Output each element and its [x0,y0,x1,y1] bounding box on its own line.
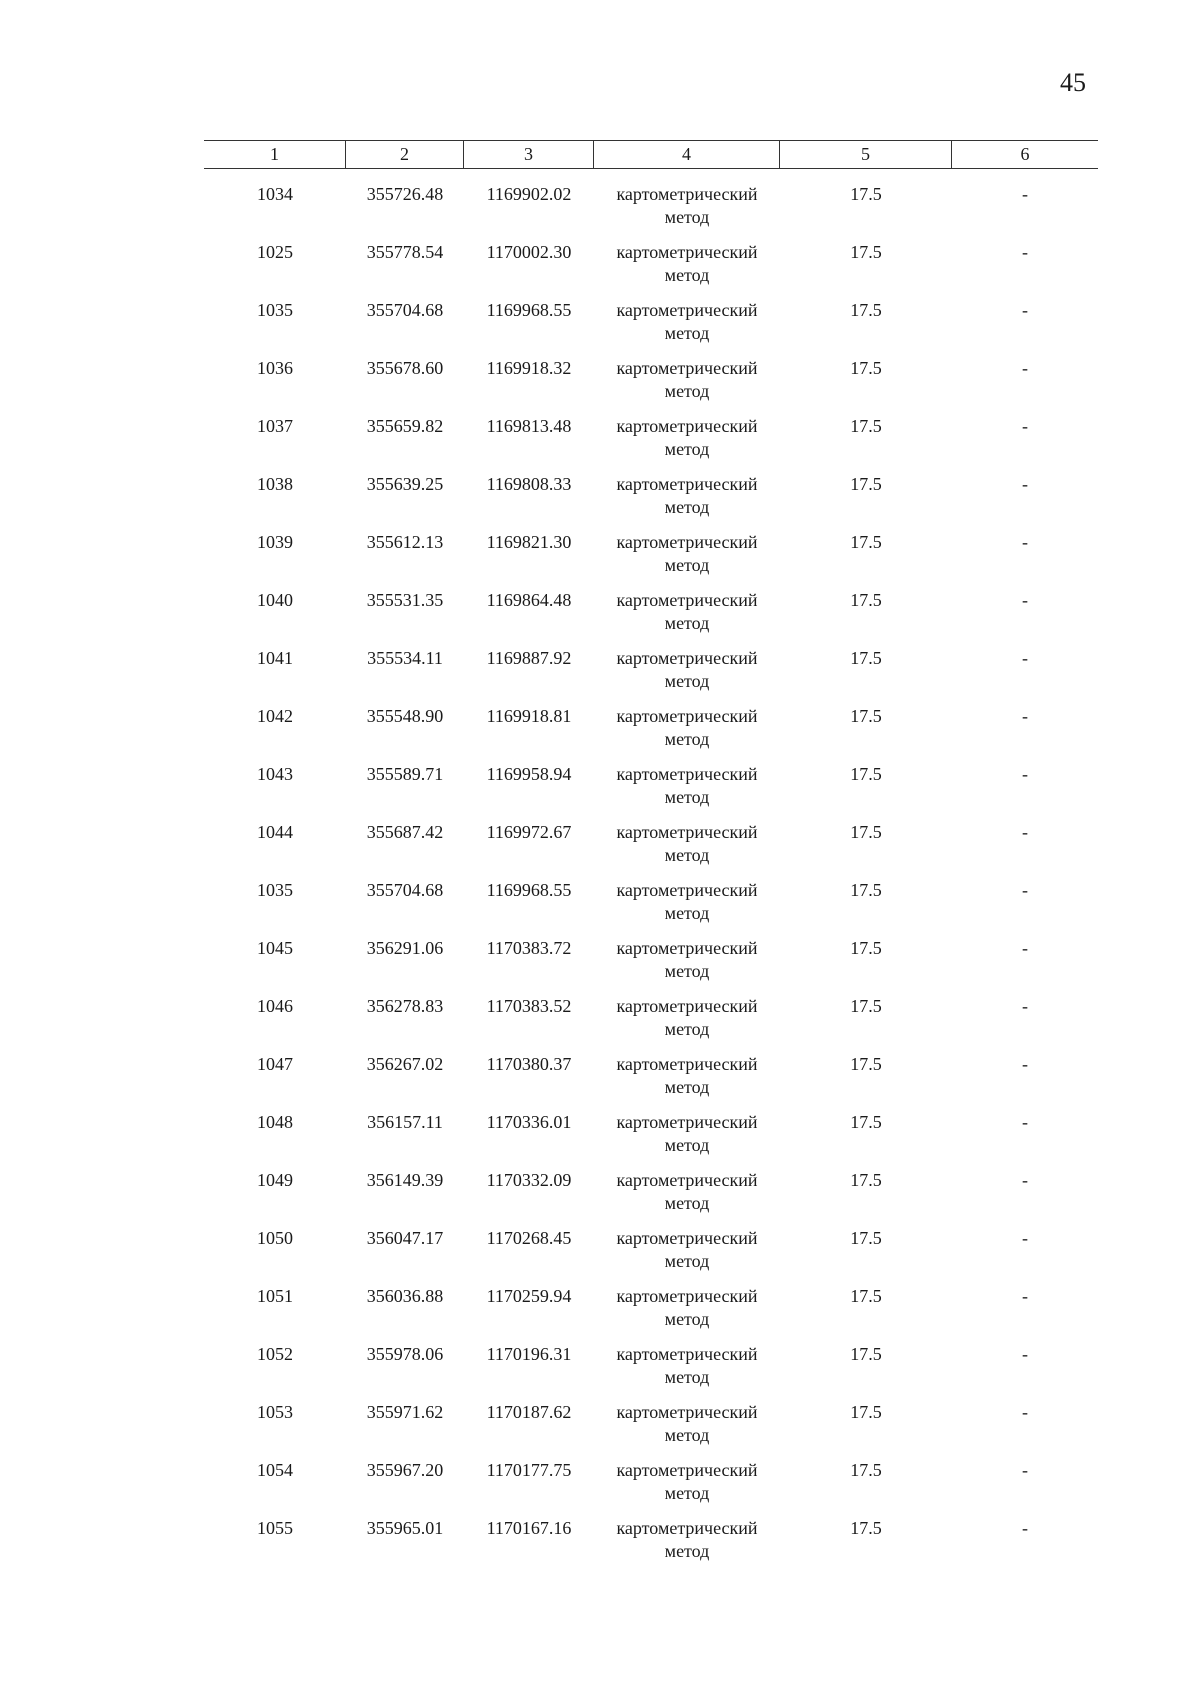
method-cell [594,1227,780,1285]
method-cell [594,299,780,357]
point-number-cell: 1052 [257,1344,293,1364]
note-cell: - [1022,938,1028,958]
point-number-cell: 1044 [257,822,293,842]
method-line-1: картометрический [616,1112,758,1132]
point-number-cell: 1035 [257,300,293,320]
y-coordinate-cell: 1170336.01 [486,1112,572,1132]
accuracy-cell: 17.5 [850,1112,882,1132]
method-line-2: метод [664,903,710,923]
x-coordinate-cell: 356267.02 [366,1054,444,1074]
note-cell: - [1022,1460,1028,1480]
y-coordinate-cell: 1169968.55 [486,300,572,320]
note-cell: - [1022,648,1028,668]
method-line-1: картометрический [616,1460,758,1480]
method-line-2: метод [664,1309,710,1329]
y-coordinate-cell: 1170383.52 [486,996,572,1016]
y-coordinate-cell: 1170167.16 [486,1518,572,1538]
method-line-1: картометрический [616,822,758,842]
accuracy-cell: 17.5 [850,1170,882,1190]
point-number-cell: 1039 [257,532,293,552]
method-line-2: метод [664,265,710,285]
point-number-cell: 1050 [257,1228,293,1248]
method-line-2: метод [664,555,710,575]
x-coordinate-cell: 355531.35 [366,590,444,610]
method-line-2: метод [664,1425,710,1445]
note-cell: - [1022,358,1028,378]
note-cell: - [1022,1054,1028,1074]
note-cell: - [1022,1402,1028,1422]
note-cell: - [1022,880,1028,900]
x-coordinate-cell: 355639.25 [366,474,444,494]
x-coordinate-cell: 356291.06 [366,938,444,958]
x-coordinate-cell: 356036.88 [366,1286,444,1306]
y-coordinate-cell: 1170332.09 [486,1170,572,1190]
table-row [204,1401,1098,1459]
x-coordinate-cell: 355548.90 [366,706,444,726]
method-line-2: метод [664,729,710,749]
x-coordinate-cell: 355687.42 [366,822,444,842]
table-row [204,1111,1098,1169]
method-line-1: картометрический [616,1054,758,1074]
table-row [204,705,1098,763]
x-coordinate-cell: 356149.39 [366,1170,444,1190]
accuracy-cell: 17.5 [850,938,882,958]
x-coordinate-cell: 356157.11 [367,1112,443,1132]
method-line-1: картометрический [616,416,758,436]
y-coordinate-cell: 1170196.31 [486,1344,572,1364]
y-coordinate-cell: 1169972.67 [486,822,572,842]
method-cell [594,1169,780,1227]
table-row [204,415,1098,473]
table-row [204,1169,1098,1227]
method-cell [594,1343,780,1401]
method-line-2: метод [664,1019,710,1039]
header-col-5: 5 [780,141,952,168]
note-cell: - [1022,474,1028,494]
x-coordinate-cell: 355978.06 [366,1344,444,1364]
y-coordinate-cell: 1170177.75 [486,1460,572,1480]
method-cell [594,1285,780,1343]
coordinates-table [204,140,1098,1575]
method-cell [594,1459,780,1517]
table-body [204,183,1098,1575]
method-cell [594,183,780,241]
accuracy-cell: 17.5 [850,358,882,378]
table-row [204,241,1098,299]
y-coordinate-cell: 1170259.94 [486,1286,572,1306]
note-cell: - [1022,184,1028,204]
point-number-cell: 1054 [257,1460,293,1480]
point-number-cell: 1043 [257,764,293,784]
y-coordinate-cell: 1169968.55 [486,880,572,900]
point-number-cell: 1045 [257,938,293,958]
table-row [204,299,1098,357]
y-coordinate-cell: 1169958.94 [486,764,572,784]
y-coordinate-cell: 1169813.48 [486,416,572,436]
note-cell: - [1022,1344,1028,1364]
method-line-2: метод [664,845,710,865]
table-row [204,647,1098,705]
table-row [204,1227,1098,1285]
method-line-1: картометрический [616,764,758,784]
header-col-1: 1 [204,141,346,168]
accuracy-cell: 17.5 [850,416,882,436]
method-cell [594,1401,780,1459]
table-row [204,1285,1098,1343]
method-line-2: метод [664,1367,710,1387]
method-cell [594,241,780,299]
method-line-2: метод [664,787,710,807]
point-number-cell: 1035 [257,880,293,900]
method-line-1: картометрический [616,1228,758,1248]
note-cell: - [1022,532,1028,552]
method-line-1: картометрический [616,532,758,552]
accuracy-cell: 17.5 [850,996,882,1016]
y-coordinate-cell: 1169821.30 [486,532,572,552]
accuracy-cell: 17.5 [850,1286,882,1306]
method-line-1: картометрический [616,590,758,610]
method-cell [594,531,780,589]
method-cell [594,879,780,937]
header-col-6: 6 [1020,144,1030,164]
x-coordinate-cell: 355659.82 [366,416,444,436]
accuracy-cell: 17.5 [850,1518,882,1538]
point-number-cell: 1049 [257,1170,293,1190]
y-coordinate-cell: 1169918.32 [486,358,572,378]
x-coordinate-cell: 355612.13 [366,532,444,552]
method-cell [594,473,780,531]
point-number-cell: 1040 [257,590,293,610]
point-number-cell: 1048 [257,1112,293,1132]
point-number-cell: 1042 [257,706,293,726]
y-coordinate-cell: 1169918.81 [486,706,572,726]
method-line-2: метод [664,1483,710,1503]
accuracy-cell: 17.5 [850,1228,882,1248]
y-coordinate-cell: 1170187.62 [486,1402,572,1422]
y-coordinate-cell: 1170002.30 [486,242,572,262]
method-line-1: картометрический [616,1286,758,1306]
x-coordinate-cell: 355534.11 [367,648,443,668]
method-line-1: картометрический [616,358,758,378]
method-line-2: метод [664,671,710,691]
y-coordinate-cell: 1170268.45 [486,1228,572,1248]
x-coordinate-cell: 356278.83 [366,996,444,1016]
method-cell [594,705,780,763]
y-coordinate-cell: 1169808.33 [486,474,572,494]
accuracy-cell: 17.5 [850,474,882,494]
method-line-2: метод [664,1077,710,1097]
accuracy-cell: 17.5 [850,184,882,204]
method-line-1: картометрический [616,706,758,726]
method-line-2: метод [664,1541,710,1561]
point-number-cell: 1053 [257,1402,293,1422]
method-cell [594,995,780,1053]
point-number-cell: 1036 [257,358,293,378]
method-line-2: метод [664,381,710,401]
x-coordinate-cell: 355971.62 [366,1402,444,1422]
table-header [204,140,1098,169]
method-line-1: картометрический [616,474,758,494]
accuracy-cell: 17.5 [850,648,882,668]
note-cell: - [1022,416,1028,436]
accuracy-cell: 17.5 [850,1344,882,1364]
x-coordinate-cell: 355704.68 [366,880,444,900]
note-cell: - [1022,590,1028,610]
note-cell: - [1022,706,1028,726]
method-line-2: метод [664,497,710,517]
accuracy-cell: 17.5 [850,880,882,900]
method-cell [594,1111,780,1169]
method-line-1: картометрический [616,242,758,262]
page-number: 45 [1060,68,1086,97]
y-coordinate-cell: 1169902.02 [486,184,572,204]
note-cell: - [1022,1228,1028,1248]
x-coordinate-cell: 355778.54 [366,242,444,262]
x-coordinate-cell: 355678.60 [366,358,444,378]
accuracy-cell: 17.5 [850,1054,882,1074]
method-line-2: метод [664,207,710,227]
method-line-1: картометрический [616,1344,758,1364]
method-line-1: картометрический [616,880,758,900]
table-row [204,473,1098,531]
point-number-cell: 1037 [257,416,293,436]
note-cell: - [1022,1286,1028,1306]
method-line-2: метод [664,613,710,633]
y-coordinate-cell: 1169887.92 [486,648,572,668]
x-coordinate-cell: 355589.71 [366,764,444,784]
point-number-cell: 1055 [257,1518,293,1538]
note-cell: - [1022,822,1028,842]
method-cell [594,357,780,415]
table-row [204,589,1098,647]
method-line-1: картометрический [616,996,758,1016]
note-cell: - [1022,300,1028,320]
point-number-cell: 1046 [257,996,293,1016]
method-cell [594,937,780,995]
accuracy-cell: 17.5 [850,590,882,610]
accuracy-cell: 17.5 [850,822,882,842]
accuracy-cell: 17.5 [850,300,882,320]
point-number-cell: 1047 [257,1054,293,1074]
accuracy-cell: 17.5 [850,242,882,262]
header-col-3: 3 [464,141,594,168]
method-line-2: метод [664,323,710,343]
y-coordinate-cell: 1170383.72 [486,938,572,958]
method-cell [594,589,780,647]
accuracy-cell: 17.5 [850,764,882,784]
point-number-cell: 1041 [257,648,293,668]
header-col-4: 4 [594,141,780,168]
y-coordinate-cell: 1170380.37 [486,1054,572,1074]
method-line-1: картометрический [616,1518,758,1538]
table-row [204,1517,1098,1575]
table-row [204,937,1098,995]
point-number-cell: 1025 [257,242,293,262]
table-row [204,879,1098,937]
x-coordinate-cell: 355704.68 [366,300,444,320]
header-col-2: 2 [346,141,464,168]
table-row [204,183,1098,241]
method-cell [594,415,780,473]
note-cell: - [1022,996,1028,1016]
method-line-1: картометрический [616,1170,758,1190]
method-line-1: картометрический [616,1402,758,1422]
table-row [204,995,1098,1053]
x-coordinate-cell: 355965.01 [366,1518,444,1538]
note-cell: - [1022,242,1028,262]
method-cell [594,647,780,705]
table-row [204,1053,1098,1111]
method-line-2: метод [664,439,710,459]
method-line-1: картометрический [616,938,758,958]
table-row [204,1459,1098,1517]
method-cell [594,821,780,879]
method-cell [594,763,780,821]
table-row [204,763,1098,821]
accuracy-cell: 17.5 [850,1460,882,1480]
point-number-cell: 1051 [257,1286,293,1306]
x-coordinate-cell: 355967.20 [366,1460,444,1480]
method-line-2: метод [664,1251,710,1271]
table-row [204,821,1098,879]
y-coordinate-cell: 1169864.48 [486,590,572,610]
method-line-2: метод [664,1193,710,1213]
note-cell: - [1022,1170,1028,1190]
table-row [204,531,1098,589]
table-row [204,1343,1098,1401]
x-coordinate-cell: 355726.48 [366,184,444,204]
method-line-1: картометрический [616,648,758,668]
point-number-cell: 1034 [257,184,293,204]
note-cell: - [1022,1112,1028,1132]
accuracy-cell: 17.5 [850,706,882,726]
note-cell: - [1022,764,1028,784]
point-number-cell: 1038 [257,474,293,494]
x-coordinate-cell: 356047.17 [366,1228,444,1248]
table-row [204,357,1098,415]
method-line-1: картометрический [616,300,758,320]
accuracy-cell: 17.5 [850,1402,882,1422]
accuracy-cell: 17.5 [850,532,882,552]
method-cell [594,1517,780,1575]
method-line-2: метод [664,961,710,981]
method-line-2: метод [664,1135,710,1155]
method-cell [594,1053,780,1111]
note-cell: - [1022,1518,1028,1538]
method-line-1: картометрический [616,184,758,204]
